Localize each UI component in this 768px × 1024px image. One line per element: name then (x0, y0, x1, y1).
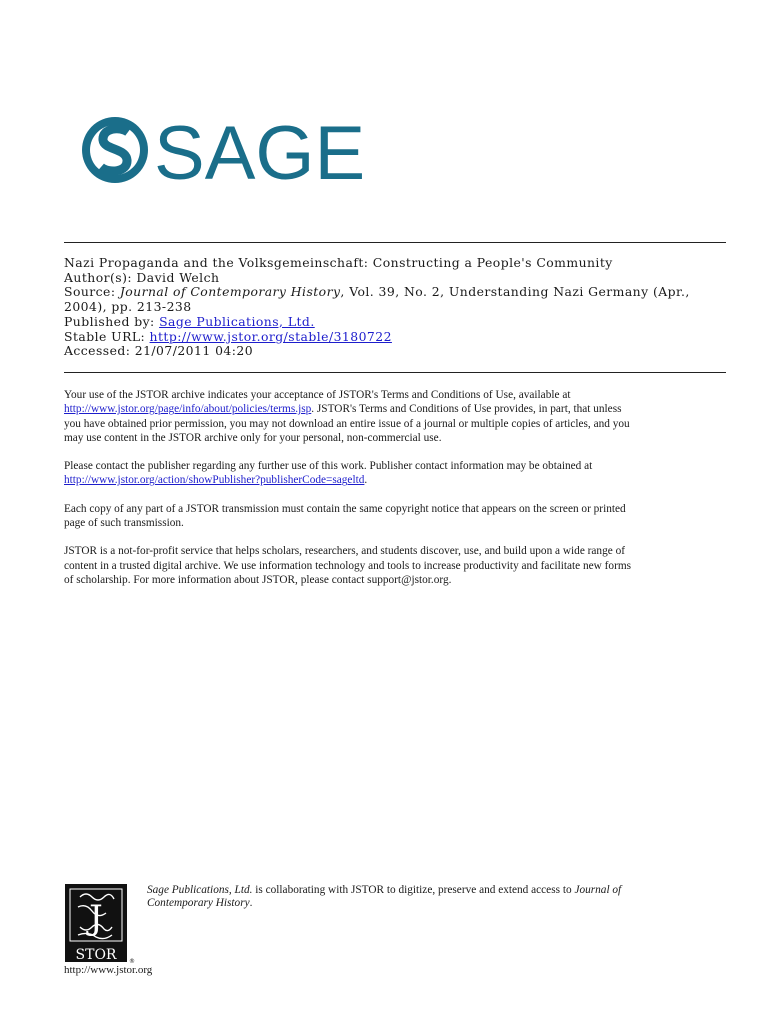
accessed-line: Accessed: 21/07/2011 04:20 (64, 343, 254, 359)
stable-url-line: Stable URL: http://www.jstor.org/stable/3180722 (64, 328, 392, 344)
top-rule (64, 242, 726, 243)
svg-text:®: ® (129, 958, 135, 965)
article-title: Nazi Propaganda and the Volksgemeinschaft: Constructing a People's Community (64, 255, 613, 270)
article-metadata (64, 256, 744, 359)
source-line-2: 2004), pp. 213-238 (64, 299, 192, 315)
terms-paragraph-1: Your use of the JSTOR archive indicates your acceptance of JSTOR's Terms and Conditions of Use, available at http://www.jstor.org/page/info/about/policies/terms.jsp. JSTOR's Terms and Conditions of Use provides, in part, that unless you have obtained prior permission, you may not download an entire issue of a journal or multiple copies of articles, and you may use content in the JSTOR archive only for your personal, non-commercial use. (64, 389, 630, 444)
sage-logo-text: SAGE (154, 111, 366, 196)
author-name: David Welch (136, 269, 220, 285)
published-line: Published by: Sage Publications, Ltd. (64, 313, 315, 329)
accessed-date: 21/07/2011 04:20 (134, 343, 254, 359)
jstor-url: http://www.jstor.org (64, 964, 153, 976)
terms-notice (64, 388, 734, 601)
collaboration-notice: Sage Publications, Ltd. is collaborating with JSTOR to digitize, preserve and extend access to Journal of Contemporary History. (147, 884, 622, 909)
svg-text:J: J (89, 898, 103, 938)
sage-logo (76, 110, 366, 196)
middle-rule (64, 372, 726, 373)
stable-url-link[interactable]: http://www.jstor.org/stable/3180722 (149, 328, 392, 344)
terms-paragraph-3: Each copy of any part of a JSTOR transmission must contain the same copyright notice that appears on the screen or printed page of such transmission. (64, 502, 626, 530)
terms-paragraph-2: Please contact the publisher regarding any further use of this work. Publisher contact information may be obtained at http://www.jstor.org/action/showPublisher?publisherCode=sageltd. (64, 460, 593, 487)
terms-link[interactable]: http://www.jstor.org/page/info/about/policies/terms.jsp (64, 403, 312, 416)
source-line: Source: Journal of Contemporary History, Vol. 39, No. 2, Understanding Nazi Germany (Apr., (64, 284, 690, 300)
authors-line: Author(s): David Welch (64, 269, 220, 285)
jstor-logo-text: STOR (75, 947, 117, 963)
terms-paragraph-4: JSTOR is a not-for-profit service that helps scholars, researchers, and students discover, use, and build upon a wide range of content in a trusted digital archive. We use information technology and tools to increase productivity and facilitate new forms of scholarship. For more information about JSTOR, please contact support@jstor.org. (64, 545, 632, 586)
source-journal: Journal of Contemporary History (119, 284, 341, 300)
publisher-link[interactable]: Sage Publications, Ltd. (159, 313, 315, 329)
jstor-logo (64, 883, 135, 965)
publisher-contact-link[interactable]: http://www.jstor.org/action/showPublisher?publisherCode=sageltd (64, 474, 365, 487)
